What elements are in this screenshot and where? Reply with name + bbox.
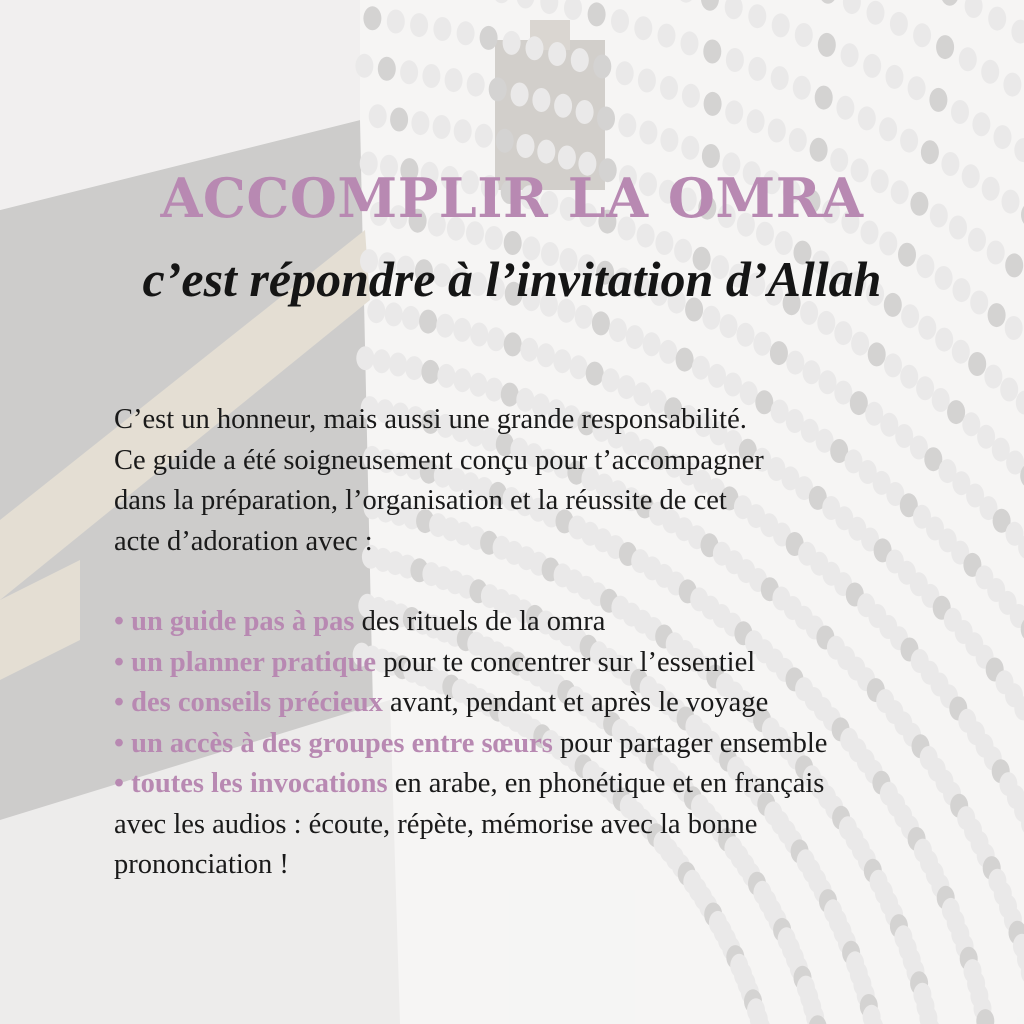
closing-line: prononciation ! (114, 849, 289, 880)
bullet-icon: • (114, 687, 124, 718)
list-item (114, 683, 974, 724)
page-title: ACCOMPLIR LA OMRA (160, 166, 864, 230)
item-text: en arabe, en phonétique et en français (387, 768, 825, 799)
intro-paragraph (114, 400, 974, 562)
item-text: pour te concentrer sur l’essentiel (376, 646, 756, 678)
item-highlight: toutes les invocations (131, 768, 388, 799)
bullet-icon: • (114, 727, 124, 759)
item-highlight: un accès à des groupes entre sœurs (131, 727, 553, 759)
list-item (114, 764, 974, 805)
description-block (114, 400, 974, 886)
list-item (114, 724, 974, 765)
item-highlight: un guide pas à pas (131, 606, 355, 637)
list-item (114, 643, 974, 684)
bullet-icon: • (114, 646, 124, 678)
item-text: avant, pendant et après le voyage (382, 687, 769, 718)
bullet-icon: • (114, 768, 124, 799)
intro-line: acte d’adoration avec : (114, 525, 373, 557)
list-item (114, 602, 974, 643)
closing-line: avec les audios : écoute, répète, mémorise avec la bonne (114, 808, 758, 840)
page-subtitle: c’est répondre à l’invitation d’Allah (142, 251, 882, 307)
intro-line: C’est un honneur, mais aussi une grande responsabilité. (114, 404, 747, 435)
intro-line: Ce guide a été soigneusement conçu pour t’accompagner (114, 444, 764, 476)
item-text: des rituels de la omra (354, 606, 606, 637)
bullet-icon: • (114, 606, 124, 637)
feature-list (114, 602, 974, 886)
item-text: pour partager ensemble (552, 727, 828, 759)
item-highlight: un planner pratique (131, 646, 377, 678)
intro-line: dans la préparation, l’organisation et la réussite de cet (114, 485, 727, 516)
item-highlight: des conseils précieux (131, 687, 383, 718)
